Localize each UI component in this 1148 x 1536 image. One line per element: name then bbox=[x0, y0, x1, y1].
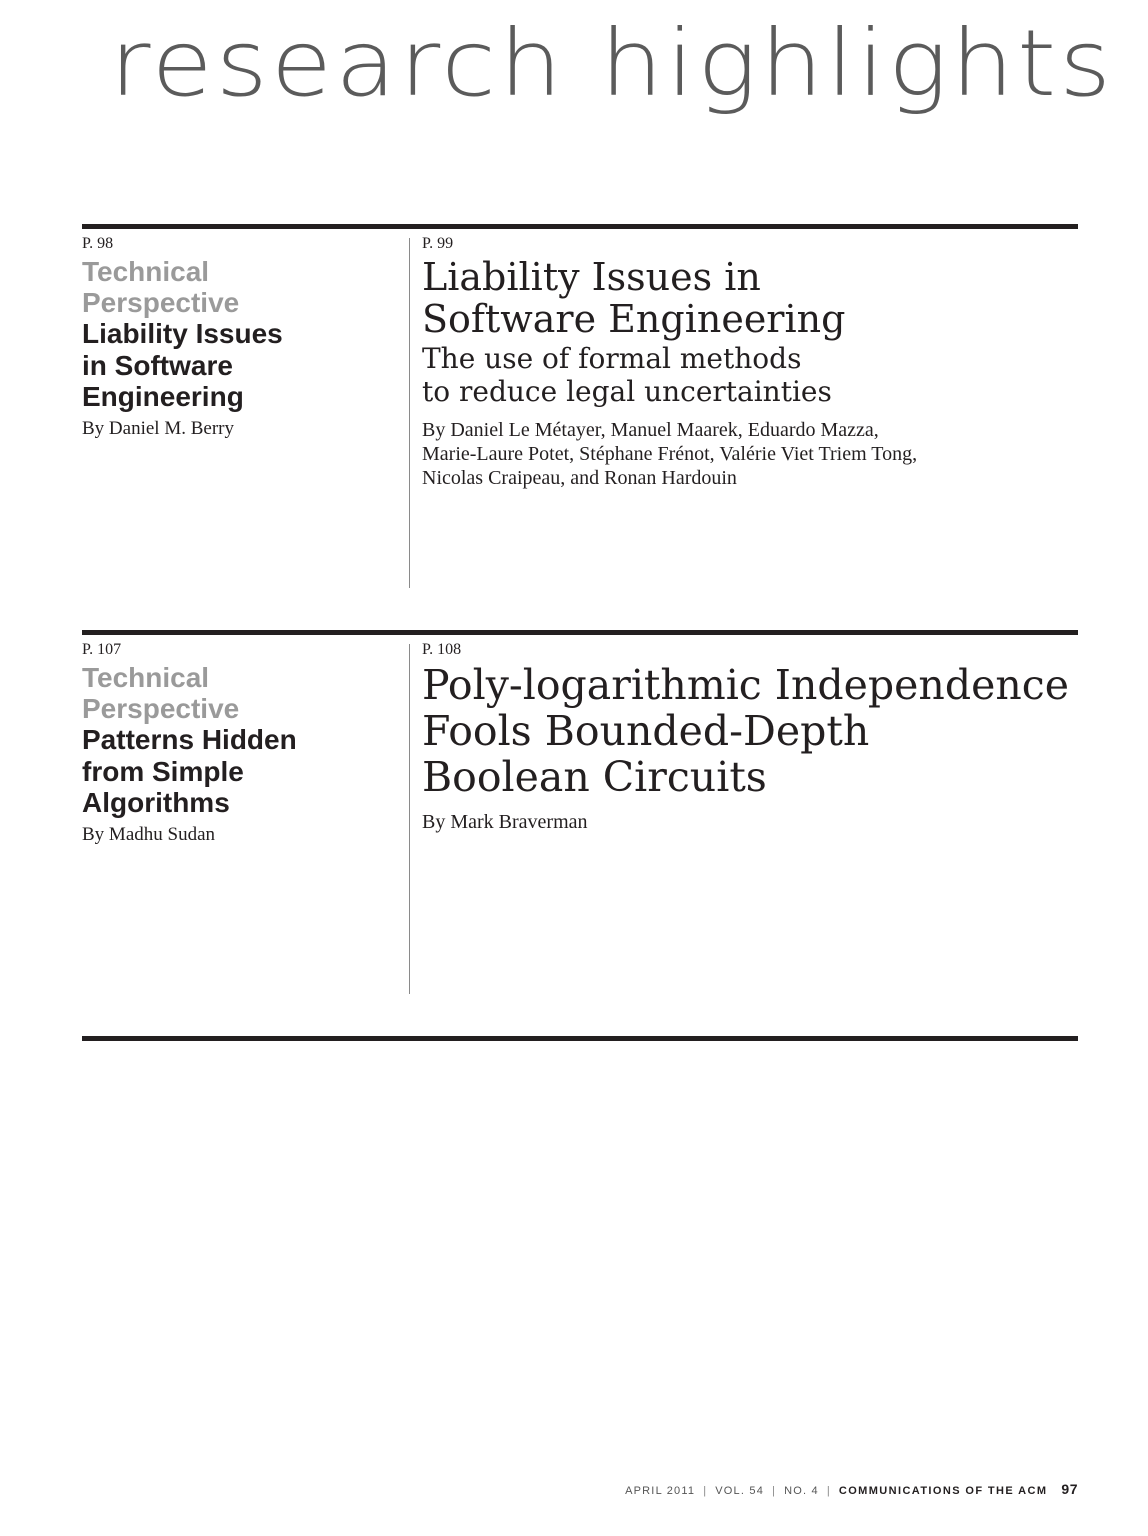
article-byline: By Daniel Le Métayer, Manuel Maarek, Eduardo Mazza, Marie-Laure Potet, Stéphane Frénot, Valérie Viet Triem Tong, Nicolas Craipeau, and Ronan Hardouin bbox=[422, 419, 918, 489]
page-reference: P. 108 bbox=[422, 641, 462, 658]
page-reference: P. 98 bbox=[82, 235, 114, 252]
section-rule bbox=[82, 630, 1078, 635]
column-divider bbox=[409, 238, 410, 588]
research-article-entry[interactable] bbox=[422, 234, 1078, 490]
technical-perspective-entry[interactable] bbox=[82, 640, 392, 847]
page-reference: P. 99 bbox=[422, 235, 454, 252]
article-title: Poly-logarithmic Independence Fools Bounded-Depth Boolean Circuits bbox=[422, 661, 1069, 801]
issue-number: NO. 4 bbox=[784, 1485, 819, 1497]
footer-separator: | bbox=[703, 1485, 708, 1497]
page-footer bbox=[625, 1481, 1078, 1497]
bottom-rule bbox=[82, 1036, 1078, 1041]
column-divider bbox=[409, 644, 410, 994]
footer-separator: | bbox=[772, 1485, 777, 1497]
perspective-label: Technical Perspective bbox=[82, 662, 240, 724]
technical-perspective-entry[interactable] bbox=[82, 234, 392, 441]
publication-name: COMMUNICATIONS OF THE ACM bbox=[838, 1485, 1048, 1497]
page-number: 97 bbox=[1061, 1481, 1078, 1497]
highlight-section-2 bbox=[82, 630, 1078, 1002]
article-byline: By Mark Braverman bbox=[422, 811, 588, 833]
footer-separator: | bbox=[826, 1485, 831, 1497]
perspective-label: Technical Perspective bbox=[82, 256, 240, 318]
article-title: Liability Issues in Software Engineering bbox=[422, 255, 846, 341]
issue-volume: VOL. 54 bbox=[715, 1485, 765, 1497]
perspective-title: Liability Issues in Software Engineering bbox=[82, 318, 283, 412]
section-heading: research highlights bbox=[109, 10, 1114, 117]
research-article-entry[interactable] bbox=[422, 640, 1078, 834]
perspective-byline: By Daniel M. Berry bbox=[82, 417, 234, 439]
section-rule bbox=[82, 224, 1078, 229]
highlight-section-1 bbox=[82, 224, 1078, 596]
page-reference: P. 107 bbox=[82, 641, 122, 658]
issue-date: APRIL 2011 bbox=[625, 1485, 696, 1497]
perspective-title: Patterns Hidden from Simple Algorithms bbox=[82, 724, 297, 818]
perspective-byline: By Madhu Sudan bbox=[82, 823, 215, 845]
article-subtitle: The use of formal methods to reduce legal uncertainties bbox=[422, 342, 832, 408]
